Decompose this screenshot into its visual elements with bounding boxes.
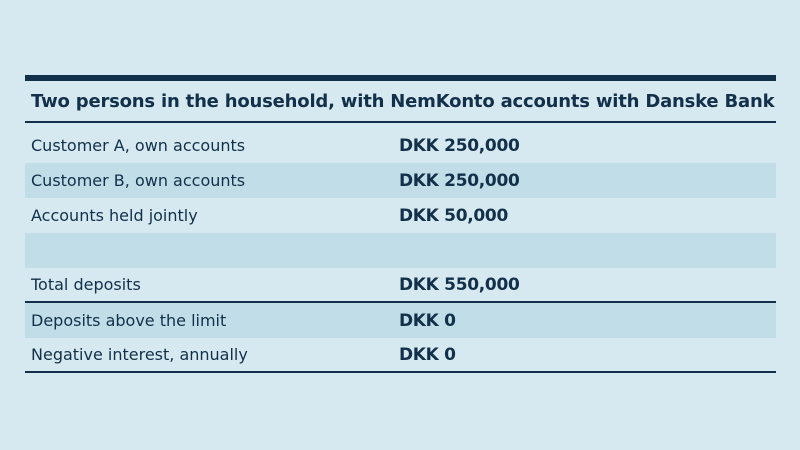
- row-value: DKK 0: [399, 310, 456, 331]
- deposit-table: [25, 75, 776, 373]
- table-heading: Two persons in the household, with NemKonto accounts with Danske Bank: [25, 81, 776, 123]
- row-value: DKK 250,000: [399, 170, 520, 191]
- row-label: Negative interest, annually: [31, 345, 248, 364]
- row-label: Total deposits: [31, 275, 141, 294]
- row-value: DKK 0: [399, 344, 456, 365]
- row-value: DKK 550,000: [399, 274, 520, 295]
- table-row-empty: [25, 233, 776, 268]
- table-row-deposits-above-limit: [25, 303, 776, 338]
- row-value: DKK 250,000: [399, 135, 520, 156]
- table-rows: [25, 128, 776, 373]
- row-value: DKK 50,000: [399, 205, 508, 226]
- table-row-negative-interest: [25, 338, 776, 373]
- row-label: Deposits above the limit: [31, 311, 227, 330]
- table-row-customer-b: [25, 163, 776, 198]
- row-label: Accounts held jointly: [31, 206, 198, 225]
- table-row-total-deposits: [25, 268, 776, 303]
- row-label: Customer A, own accounts: [31, 136, 246, 155]
- table-row-customer-a: [25, 128, 776, 163]
- row-label: Customer B, own accounts: [31, 171, 246, 190]
- table-row-joint-accounts: [25, 198, 776, 233]
